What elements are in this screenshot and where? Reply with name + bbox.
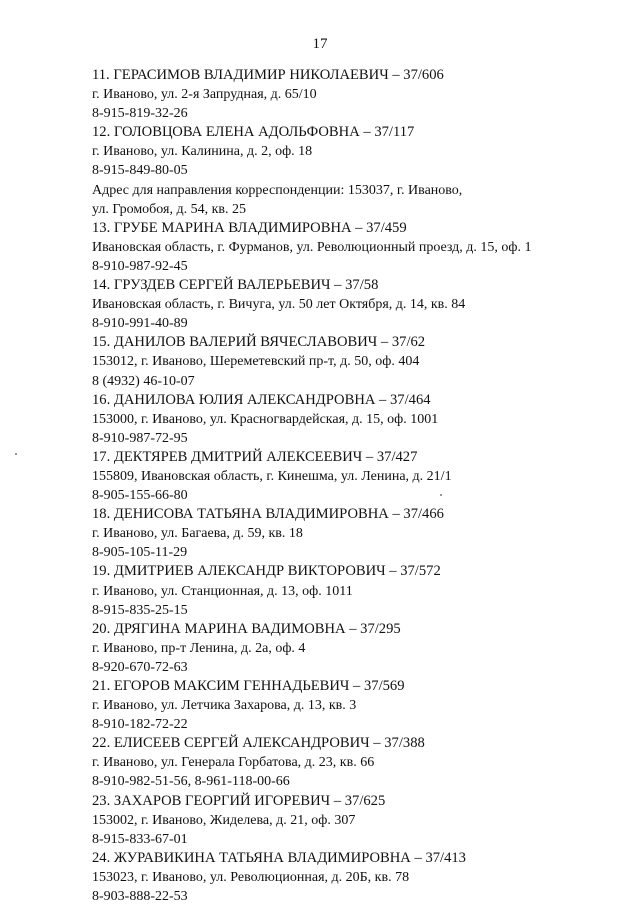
entry-detail: Ивановская область, г. Вичуга, ул. 50 лет Октября, д. 14, кв. 84 [92, 297, 466, 313]
entry-detail: 155809, Ивановская область, г. Кинешма, ул. Ленина, д. 21/1 [92, 468, 452, 484]
entry-heading: 14. ГРУЗДЕВ СЕРГЕЙ ВАЛЕРЬЕВИЧ – 37/58 [92, 277, 379, 294]
entry-detail: 8-915-835-25-15 [92, 602, 188, 618]
list-item [92, 391, 612, 448]
list-item [92, 620, 612, 677]
list-item [92, 677, 612, 734]
entry-heading: 22. ЕЛИСЕЕВ СЕРГЕЙ АЛЕКСАНДРОВИЧ – 37/388 [92, 735, 425, 752]
entry-detail: 8-910-987-92-45 [92, 258, 188, 274]
entry-detail: 8-905-155-66-80 [92, 488, 188, 504]
list-item [92, 562, 612, 619]
entry-detail: 153000, г. Иваново, ул. Красногвардейская, д. 15, оф. 1001 [92, 411, 439, 427]
entry-detail: 153012, г. Иваново, Шереметевский пр-т, д. 50, оф. 404 [92, 354, 420, 370]
entry-heading: 20. ДРЯГИНА МАРИНА ВАДИМОВНА – 37/295 [92, 620, 401, 637]
scan-speck [15, 453, 17, 455]
entry-detail: 8 (4932) 46-10-07 [92, 373, 195, 389]
entry-detail: 8-910-991-40-89 [92, 316, 188, 332]
entry-detail: Адрес для направления корреспонденции: 153037, г. Иваново, [92, 182, 463, 198]
entry-heading: 11. ГЕРАСИМОВ ВЛАДИМИР НИКОЛАЕВИЧ – 37/606 [92, 67, 444, 83]
entry-detail: 8-915-849-80-05 [92, 163, 188, 179]
list-item [92, 219, 612, 276]
entry-detail: 8-903-888-22-53 [92, 889, 188, 905]
entry-detail: г. Иваново, пр-т Ленина, д. 2а, оф. 4 [92, 640, 306, 656]
entry-heading: 21. ЕГОРОВ МАКСИМ ГЕННАДЬЕВИЧ – 37/569 [92, 678, 405, 694]
entry-detail: г. Иваново, ул. Генерала Горбатова, д. 23, кв. 66 [92, 755, 375, 771]
page-number: 17 [312, 36, 328, 52]
entry-heading: 19. ДМИТРИЕВ АЛЕКСАНДР ВИКТОРОВИЧ – 37/572 [92, 563, 441, 580]
entry-detail: 153023, г. Иваново, ул. Революционная, д. 20Б, кв. 78 [92, 869, 410, 885]
entry-detail: г. Иваново, ул. 2-я Запрудная, д. 65/10 [92, 87, 317, 103]
entry-detail: г. Иваново, ул. Станционная, д. 13, оф. 1011 [92, 583, 353, 599]
entry-detail: 8-915-833-67-01 [92, 831, 188, 847]
list-item [92, 792, 612, 849]
entry-heading: 23. ЗАХАРОВ ГЕОРГИЙ ИГОРЕВИЧ – 37/625 [92, 792, 386, 809]
entry-detail: г. Иваново, ул. Багаева, д. 59, кв. 18 [92, 526, 303, 542]
entry-detail: 153002, г. Иваново, Жиделева, д. 21, оф. 307 [92, 812, 356, 828]
entry-heading: 17. ДЕКТЯРЕВ ДМИТРИЙ АЛЕКСЕЕВИЧ – 37/427 [92, 448, 418, 465]
scan-speck [440, 494, 442, 496]
entry-heading: 12. ГОЛОВЦОВА ЕЛЕНА АДОЛЬФОВНА – 37/117 [92, 124, 415, 141]
entry-detail: г. Иваново, ул. Летчика Захарова, д. 13, кв. 3 [92, 698, 357, 714]
entry-heading: 13. ГРУБЕ МАРИНА ВЛАДИМИРОВНА – 37/459 [92, 219, 407, 236]
list-item [92, 849, 612, 906]
entry-detail: 8-915-819-32-26 [92, 106, 188, 122]
entry-detail: г. Иваново, ул. Калинина, д. 2, оф. 18 [92, 144, 313, 160]
entry-detail: ул. Громобоя, д. 54, кв. 25 [92, 201, 247, 217]
list-item [92, 505, 612, 562]
entry-detail: 8-920-670-72-63 [92, 659, 188, 675]
list-item [92, 66, 612, 123]
entry-detail: 8-910-182-72-22 [92, 717, 188, 733]
entry-detail: 8-905-105-11-29 [92, 545, 188, 561]
entry-detail: Ивановская область, г. Фурманов, ул. Революционный проезд, д. 15, оф. 1 [92, 239, 532, 255]
list-item [92, 734, 612, 791]
entry-detail: 8-910-982-51-56, 8-961-118-00-66 [92, 774, 290, 790]
list-item [92, 123, 612, 218]
entry-heading: 15. ДАНИЛОВ ВАЛЕРИЙ ВЯЧЕСЛАВОВИЧ – 37/62 [92, 334, 426, 351]
contact-list [92, 66, 612, 906]
list-item [92, 333, 612, 390]
entry-heading: 18. ДЕНИСОВА ТАТЬЯНА ВЛАДИМИРОВНА – 37/466 [92, 506, 444, 523]
list-item [92, 448, 612, 505]
list-item [92, 276, 612, 333]
entry-heading: 16. ДАНИЛОВА ЮЛИЯ АЛЕКСАНДРОВНА – 37/464 [92, 391, 431, 408]
entry-heading: 24. ЖУРАВИКИНА ТАТЬЯНА ВЛАДИМИРОВНА – 37/413 [92, 849, 466, 866]
entry-detail: 8-910-987-72-95 [92, 430, 188, 446]
